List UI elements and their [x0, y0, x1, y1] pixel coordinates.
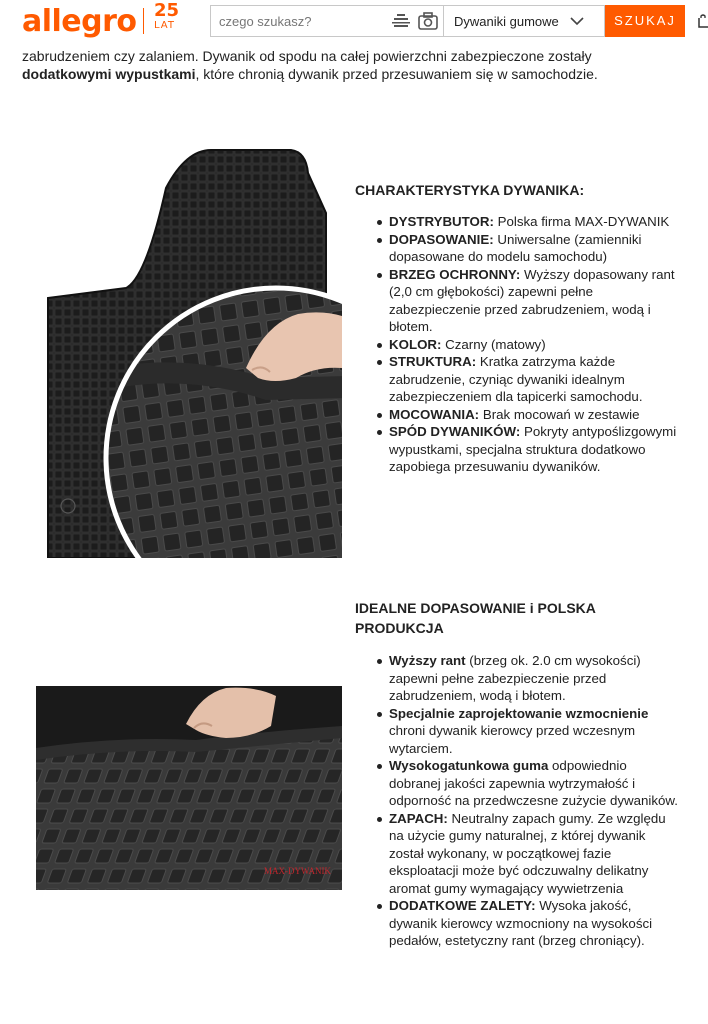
section1-list	[372, 213, 682, 476]
list-item: ZAPACH: Neutralny zapach gumy. Ze względu na użycie gumy naturalnej, z której dywanik został wykonany, w początkowej fazie eksploatacji może być odczuwalny delikatny aromat gumy wymagający wywietrzenia	[372, 810, 682, 898]
list-item: DODATKOWE ZALETY: Wysoka jakość, dywanik kierowcy wzmocniony na wysokości pedałów, estetyczny rant (brzeg chroniący).	[372, 897, 682, 950]
mat-rim-closeup-image	[36, 686, 342, 890]
search-button[interactable]: SZUKAJ	[605, 5, 685, 37]
list-item: STRUKTURA: Kratka zatrzyma każde zabrudzenie, czyniąc dywaniki idealnym zabezpieczeniem dla tapicerki samochodu.	[372, 353, 682, 406]
section1-title: CHARAKTERYSTYKA DYWANIKA:	[355, 182, 585, 198]
list-item: Specjalnie zaprojektowanie wzmocnienie chroni dywanik kierowcy przed wczesnym wytarciem.	[372, 705, 682, 758]
list-item: BRZEG OCHRONNY: Wyższy dopasowany rant (2,0 cm głębokości) zapewni pełne zabezpieczenie przed zabrudzeniem, wodą i błotem.	[372, 266, 682, 336]
top-header	[0, 0, 708, 44]
section2-title: IDEALNE DOPASOWANIE i POLSKA PRODUKCJA	[355, 600, 596, 636]
search-bar	[210, 5, 443, 37]
watermark-text: MAX-DYWANIK	[264, 866, 331, 876]
floor-mat-image	[36, 128, 342, 558]
category-select-value: Dywaniki gumowe	[454, 14, 559, 29]
list-item: Wysokogatunkowa guma odpowiednio dobranej jakości zapewnia wytrzymałość i odporność na przedwczesne zużycie dywaników.	[372, 757, 682, 810]
barcode-scan-icon[interactable]	[391, 13, 411, 29]
anniversary-label: LAT	[154, 20, 175, 31]
search-input[interactable]	[219, 6, 379, 36]
intro-line2: , które chronią dywanik przed przesuwaniem się w samochodzie.	[195, 66, 598, 82]
intro-paragraph	[22, 47, 702, 83]
list-item: DYSTRYBUTOR: Polska firma MAX-DYWANIK	[372, 213, 682, 231]
list-item: DOPASOWANIE: Uniwersalne (zamienniki dopasowane do modelu samochodu)	[372, 231, 682, 266]
chevron-down-icon	[570, 16, 584, 26]
list-item: MOCOWANIA: Brak mocowań w zestawie	[372, 406, 682, 424]
anniversary-number: 25	[154, 0, 180, 21]
allegro-logo[interactable]: allegro	[22, 4, 137, 39]
list-item: SPÓD DYWANIKÓW: Pokryty antypoślizgowymi wypustkami, specjalna struktura dodatkowo zapobiega przesuwaniu dywaników.	[372, 423, 682, 476]
section2-list	[372, 652, 682, 950]
camera-icon[interactable]	[418, 12, 438, 30]
cart-icon[interactable]	[697, 14, 708, 28]
category-select[interactable]	[443, 5, 605, 37]
list-item: Wyższy rant (brzeg ok. 2.0 cm wysokości) zapewni pełne zabezpieczenie przed zabrudzeniem, wodą i błotem.	[372, 652, 682, 705]
intro-bold: dodatkowymi wypustkami	[22, 66, 196, 82]
logo-divider	[143, 8, 144, 34]
list-item: KOLOR: Czarny (matowy)	[372, 336, 682, 354]
intro-line1: zabrudzeniem czy zalaniem. Dywanik od spodu na całej powierzchni zabezpieczone zostały	[22, 48, 592, 64]
